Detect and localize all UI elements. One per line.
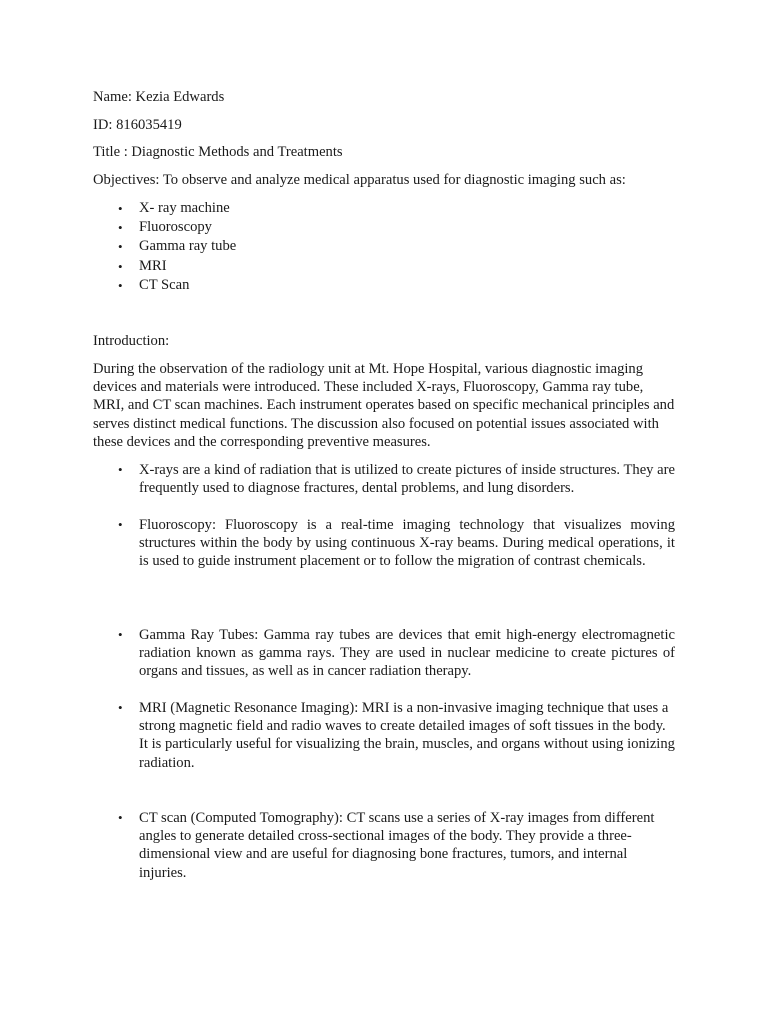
introduction-heading: Introduction:	[93, 333, 170, 349]
device-item-xray	[93, 461, 675, 497]
device-item-mri	[93, 699, 675, 772]
student-id: ID: 816035419	[93, 117, 182, 133]
bullet-icon: •	[118, 462, 123, 477]
student-name: Name: Kezia Edwards	[93, 89, 225, 105]
bullet-icon: •	[118, 627, 123, 642]
document-title: Title : Diagnostic Methods and Treatments	[93, 144, 343, 160]
list-item: • X- ray machine	[93, 199, 236, 218]
device-description: Fluoroscopy: Fluoroscopy is a real-time imaging technology that visualizes moving structures within the body by using continuous X-ray beams. During medical operations, it is used to guide instrument placement or to follow the migration of contrast chemicals.	[139, 517, 675, 570]
device-description: CT scan (Computed Tomography): CT scans use a series of X-ray images from different angles to generate detailed cross-sectional images of the body. They provide a three-dimensional view and are useful for diagnosing bone fractures, tumors, and internal injuries.	[139, 810, 655, 881]
bullet-icon: •	[118, 517, 123, 532]
bullet-icon: •	[118, 239, 123, 255]
list-item: • CT Scan	[93, 276, 236, 295]
list-item: • Fluoroscopy	[93, 218, 236, 237]
device-item-fluoroscopy	[93, 516, 675, 571]
bullet-icon: •	[118, 277, 123, 293]
device-description: Gamma Ray Tubes: Gamma ray tubes are devices that emit high-energy electromagnetic radiation known as gamma rays. They are used in nuclear medicine to create pictures of organs and tissues, as well as in cancer radiation therapy.	[139, 627, 675, 680]
device-description: X-rays are a kind of radiation that is utilized to create pictures of inside structures. They are frequently used to diagnose fractures, dental problems, and lung disorders.	[139, 462, 675, 497]
device-item-gamma-ray	[93, 626, 675, 681]
bullet-icon: •	[118, 258, 123, 274]
objectives-text: Objectives: To observe and analyze medical apparatus used for diagnostic imaging such as:	[93, 172, 626, 188]
bullet-icon: •	[118, 700, 123, 715]
bullet-icon: •	[118, 810, 123, 825]
introduction-paragraph: During the observation of the radiology unit at Mt. Hope Hospital, various diagnostic imaging devices and materials were introduced. These included X-rays, Fluoroscopy, Gamma ray tube, MRI, and CT scan machines. Each instrument operates based on specific mechanical principles and serves distinct medical functions. The discussion also focused on potential issues associated with these devices and the corresponding preventive measures.	[93, 361, 675, 450]
device-item-ct-scan	[93, 809, 675, 882]
bullet-icon: •	[118, 201, 123, 216]
list-item: • MRI	[93, 257, 236, 276]
device-description: MRI (Magnetic Resonance Imaging): MRI is a non-invasive imaging technique that uses a strong magnetic field and radio waves to create detailed images of soft tissues in the body. It is particularly useful for visualizing the brain, muscles, and organs without using ionizing radiation.	[139, 700, 675, 771]
objectives-list	[93, 199, 236, 295]
bullet-icon: •	[118, 220, 123, 236]
list-item: • Gamma ray tube	[93, 237, 236, 256]
